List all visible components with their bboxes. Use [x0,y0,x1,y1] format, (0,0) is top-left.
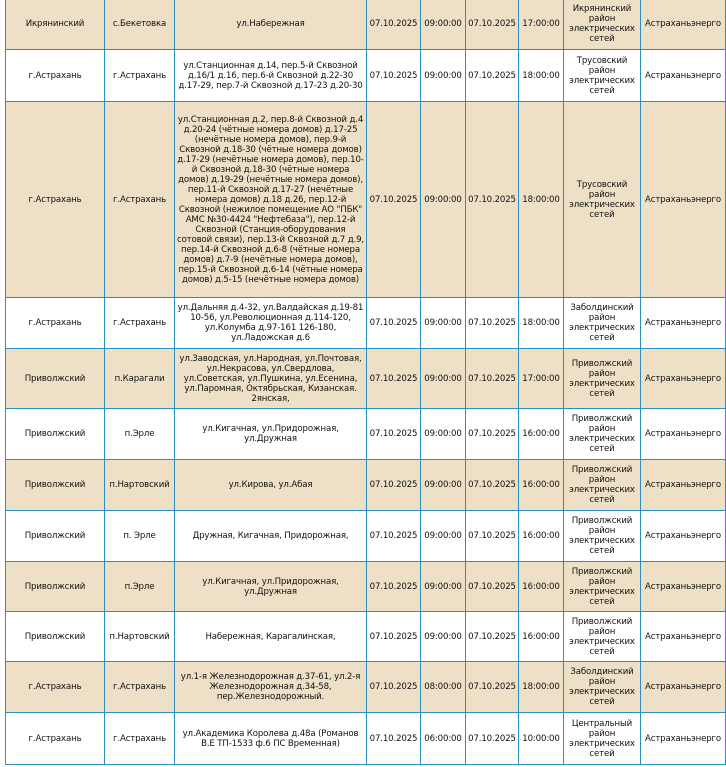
res-cell: Приволжский район электрических сетей [564,511,641,562]
table-row [6,562,726,612]
start-date-cell: 07.10.2025 [367,0,421,50]
end-time-cell: 17:00:00 [519,349,564,409]
start-time-cell: 09:00:00 [421,0,466,50]
end-time-cell: 16:00:00 [519,612,564,662]
address-cell: ул.Академика Королева д.48а (Романов В.Е ТП-1533 ф.6 ПС Временная) [175,713,367,765]
table-row [6,511,726,562]
end-time-cell: 10:00:00 [519,713,564,765]
end-date-cell: 07.10.2025 [466,102,519,298]
res-cell: Приволжский район электрических сетей [564,460,641,511]
company-cell: Астраханьэнерго [641,562,726,612]
res-cell: Приволжский район электрических сетей [564,349,641,409]
start-time-cell: 09:00:00 [421,298,466,349]
end-time-cell: 16:00:00 [519,460,564,511]
locality-cell: г.Астрахань [105,662,175,713]
district-cell: Приволжский [6,460,105,511]
table-row [6,409,726,460]
locality-cell: г.Астрахань [105,713,175,765]
company-cell: Астраханьэнерго [641,662,726,713]
start-time-cell: 09:00:00 [421,511,466,562]
res-cell: Трусовский район электрических сетей [564,102,641,298]
start-date-cell: 07.10.2025 [367,612,421,662]
start-date-cell: 07.10.2025 [367,713,421,765]
end-date-cell: 07.10.2025 [466,50,519,102]
res-cell: Приволжский район электрических сетей [564,562,641,612]
end-date-cell: 07.10.2025 [466,713,519,765]
end-time-cell: 17:00:00 [519,0,564,50]
district-cell: г.Астрахань [6,713,105,765]
start-time-cell: 08:00:00 [421,662,466,713]
table-row [6,713,726,765]
res-cell: Центральный район электрических сетей [564,713,641,765]
address-cell: ул.Станционная д.2, пер.8-й Сквозной д.4 д.20-24 (чётные номера домов) д.17-25 (нечётные номера домов), пер.9-й Сквозной д.18-30 (чётные номера домов) д.17-29 (нечётные номера домов), пер.10-й Сквозной д.18-30 (чётные номера домов) д.19-29 (нечётные номера домов), пер.11-й Сквозной д.17-27 (нечётные номера домов) д.18 д.26, пер.12-й Сквозной (нежилое помещение АО "ПБК" АМС №30-4424 "Нефтебаза"), пер.12-й Сквозной (Станция-оборудования сотовой связи), пер.13-й Сквозной д.7 д.9, пер.14-й Сквозной д.6-8 (чётные номера домов) д.7-9 (нечётные номера домов), пер.15-й Сквозной д.6-14 (чётные номера домов) д.5-15 (нечётные номера домов) [175,102,367,298]
district-cell: г.Астрахань [6,50,105,102]
end-date-cell: 07.10.2025 [466,511,519,562]
start-date-cell: 07.10.2025 [367,511,421,562]
address-cell: Дружная, Кигачная, Придорожная, [175,511,367,562]
address-cell: ул.Дальняя д.4-32, ул.Валдайская д.19-81 10-56, ул.Революционная д.114-120, ул.Колумба д.97-161 126-180, ул.Ладожская д.6 [175,298,367,349]
district-cell: г.Астрахань [6,102,105,298]
locality-cell: п.Нартовский [105,460,175,511]
table-row [6,349,726,409]
start-date-cell: 07.10.2025 [367,562,421,612]
end-time-cell: 16:00:00 [519,511,564,562]
end-date-cell: 07.10.2025 [466,662,519,713]
end-date-cell: 07.10.2025 [466,409,519,460]
table-row [6,102,726,298]
company-cell: Астраханьэнерго [641,50,726,102]
end-date-cell: 07.10.2025 [466,612,519,662]
locality-cell: п.Нартовский [105,612,175,662]
table-body [6,0,726,765]
company-cell: Астраханьэнерго [641,409,726,460]
locality-cell: г.Астрахань [105,50,175,102]
locality-cell: г.Астрахань [105,298,175,349]
district-cell: Приволжский [6,612,105,662]
address-cell: ул.Кирова, ул.Абая [175,460,367,511]
address-cell: ул.Станционная д.14, пер.5-й Сквозной д.16/1 д.16, пер.6-й Сквозной д.22-30 д.17-29, пер.7-й Сквозной д.17-23 д.20-30 [175,50,367,102]
locality-cell: п.Эрле [105,409,175,460]
res-cell: Трусовский район электрических сетей [564,50,641,102]
locality-cell: с.Бекетовка [105,0,175,50]
address-cell: ул.Кигачная, ул.Придорожная, ул.Дружная [175,562,367,612]
address-cell: ул.1-я Железнодорожная д.37-61, ул.2-я Железнодорожная д.34-58, пер.Железнодорожный. [175,662,367,713]
company-cell: Астраханьэнерго [641,511,726,562]
district-cell: Приволжский [6,511,105,562]
company-cell: Астраханьэнерго [641,713,726,765]
district-cell: Приволжский [6,349,105,409]
table-row [6,298,726,349]
locality-cell: г.Астрахань [105,102,175,298]
start-time-cell: 06:00:00 [421,713,466,765]
company-cell: Астраханьэнерго [641,460,726,511]
start-date-cell: 07.10.2025 [367,102,421,298]
table-row [6,50,726,102]
start-time-cell: 09:00:00 [421,562,466,612]
start-time-cell: 09:00:00 [421,50,466,102]
company-cell: Астраханьэнерго [641,612,726,662]
res-cell: Заболдинский район электрических сетей [564,298,641,349]
district-cell: г.Астрахань [6,662,105,713]
end-date-cell: 07.10.2025 [466,349,519,409]
company-cell: Астраханьэнерго [641,0,726,50]
end-time-cell: 18:00:00 [519,50,564,102]
start-time-cell: 09:00:00 [421,612,466,662]
start-date-cell: 07.10.2025 [367,50,421,102]
district-cell: Приволжский [6,409,105,460]
res-cell: Приволжский район электрических сетей [564,612,641,662]
start-date-cell: 07.10.2025 [367,349,421,409]
address-cell: ул.Заводская, ул.Народная, ул.Почтовая, ул.Некрасова, ул.Свердлова, ул.Советская, ул.Пушкина, ул.Есенина, ул.Паромная, Октябрьская, Кизанская. 2янская, [175,349,367,409]
table-row [6,662,726,713]
end-time-cell: 16:00:00 [519,562,564,612]
end-date-cell: 07.10.2025 [466,298,519,349]
start-date-cell: 07.10.2025 [367,298,421,349]
table-row [6,0,726,50]
start-date-cell: 07.10.2025 [367,460,421,511]
locality-cell: п.Эрле [105,562,175,612]
company-cell: Астраханьэнерго [641,102,726,298]
company-cell: Астраханьэнерго [641,298,726,349]
res-cell: Заболдинский район электрических сетей [564,662,641,713]
start-time-cell: 09:00:00 [421,460,466,511]
end-time-cell: 18:00:00 [519,662,564,713]
company-cell: Астраханьэнерго [641,349,726,409]
start-date-cell: 07.10.2025 [367,409,421,460]
end-time-cell: 16:00:00 [519,409,564,460]
district-cell: г.Астрахань [6,298,105,349]
table-row [6,460,726,511]
res-cell: Приволжский район электрических сетей [564,409,641,460]
locality-cell: п.Карагали [105,349,175,409]
district-cell: Приволжский [6,562,105,612]
end-date-cell: 07.10.2025 [466,460,519,511]
end-date-cell: 07.10.2025 [466,562,519,612]
start-time-cell: 09:00:00 [421,349,466,409]
address-cell: Набережная, Карагалинская, [175,612,367,662]
address-cell: ул.Кигачная, ул.Придорожная, ул.Дружная [175,409,367,460]
start-time-cell: 09:00:00 [421,409,466,460]
res-cell: Икрянинский район электрических сетей [564,0,641,50]
table-row [6,612,726,662]
locality-cell: п. Эрле [105,511,175,562]
end-time-cell: 18:00:00 [519,102,564,298]
outage-schedule-table [5,0,726,765]
start-time-cell: 09:00:00 [421,102,466,298]
start-date-cell: 07.10.2025 [367,662,421,713]
district-cell: Икрянинский [6,0,105,50]
address-cell: ул.Набережная [175,0,367,50]
end-date-cell: 07.10.2025 [466,0,519,50]
end-time-cell: 18:00:00 [519,298,564,349]
